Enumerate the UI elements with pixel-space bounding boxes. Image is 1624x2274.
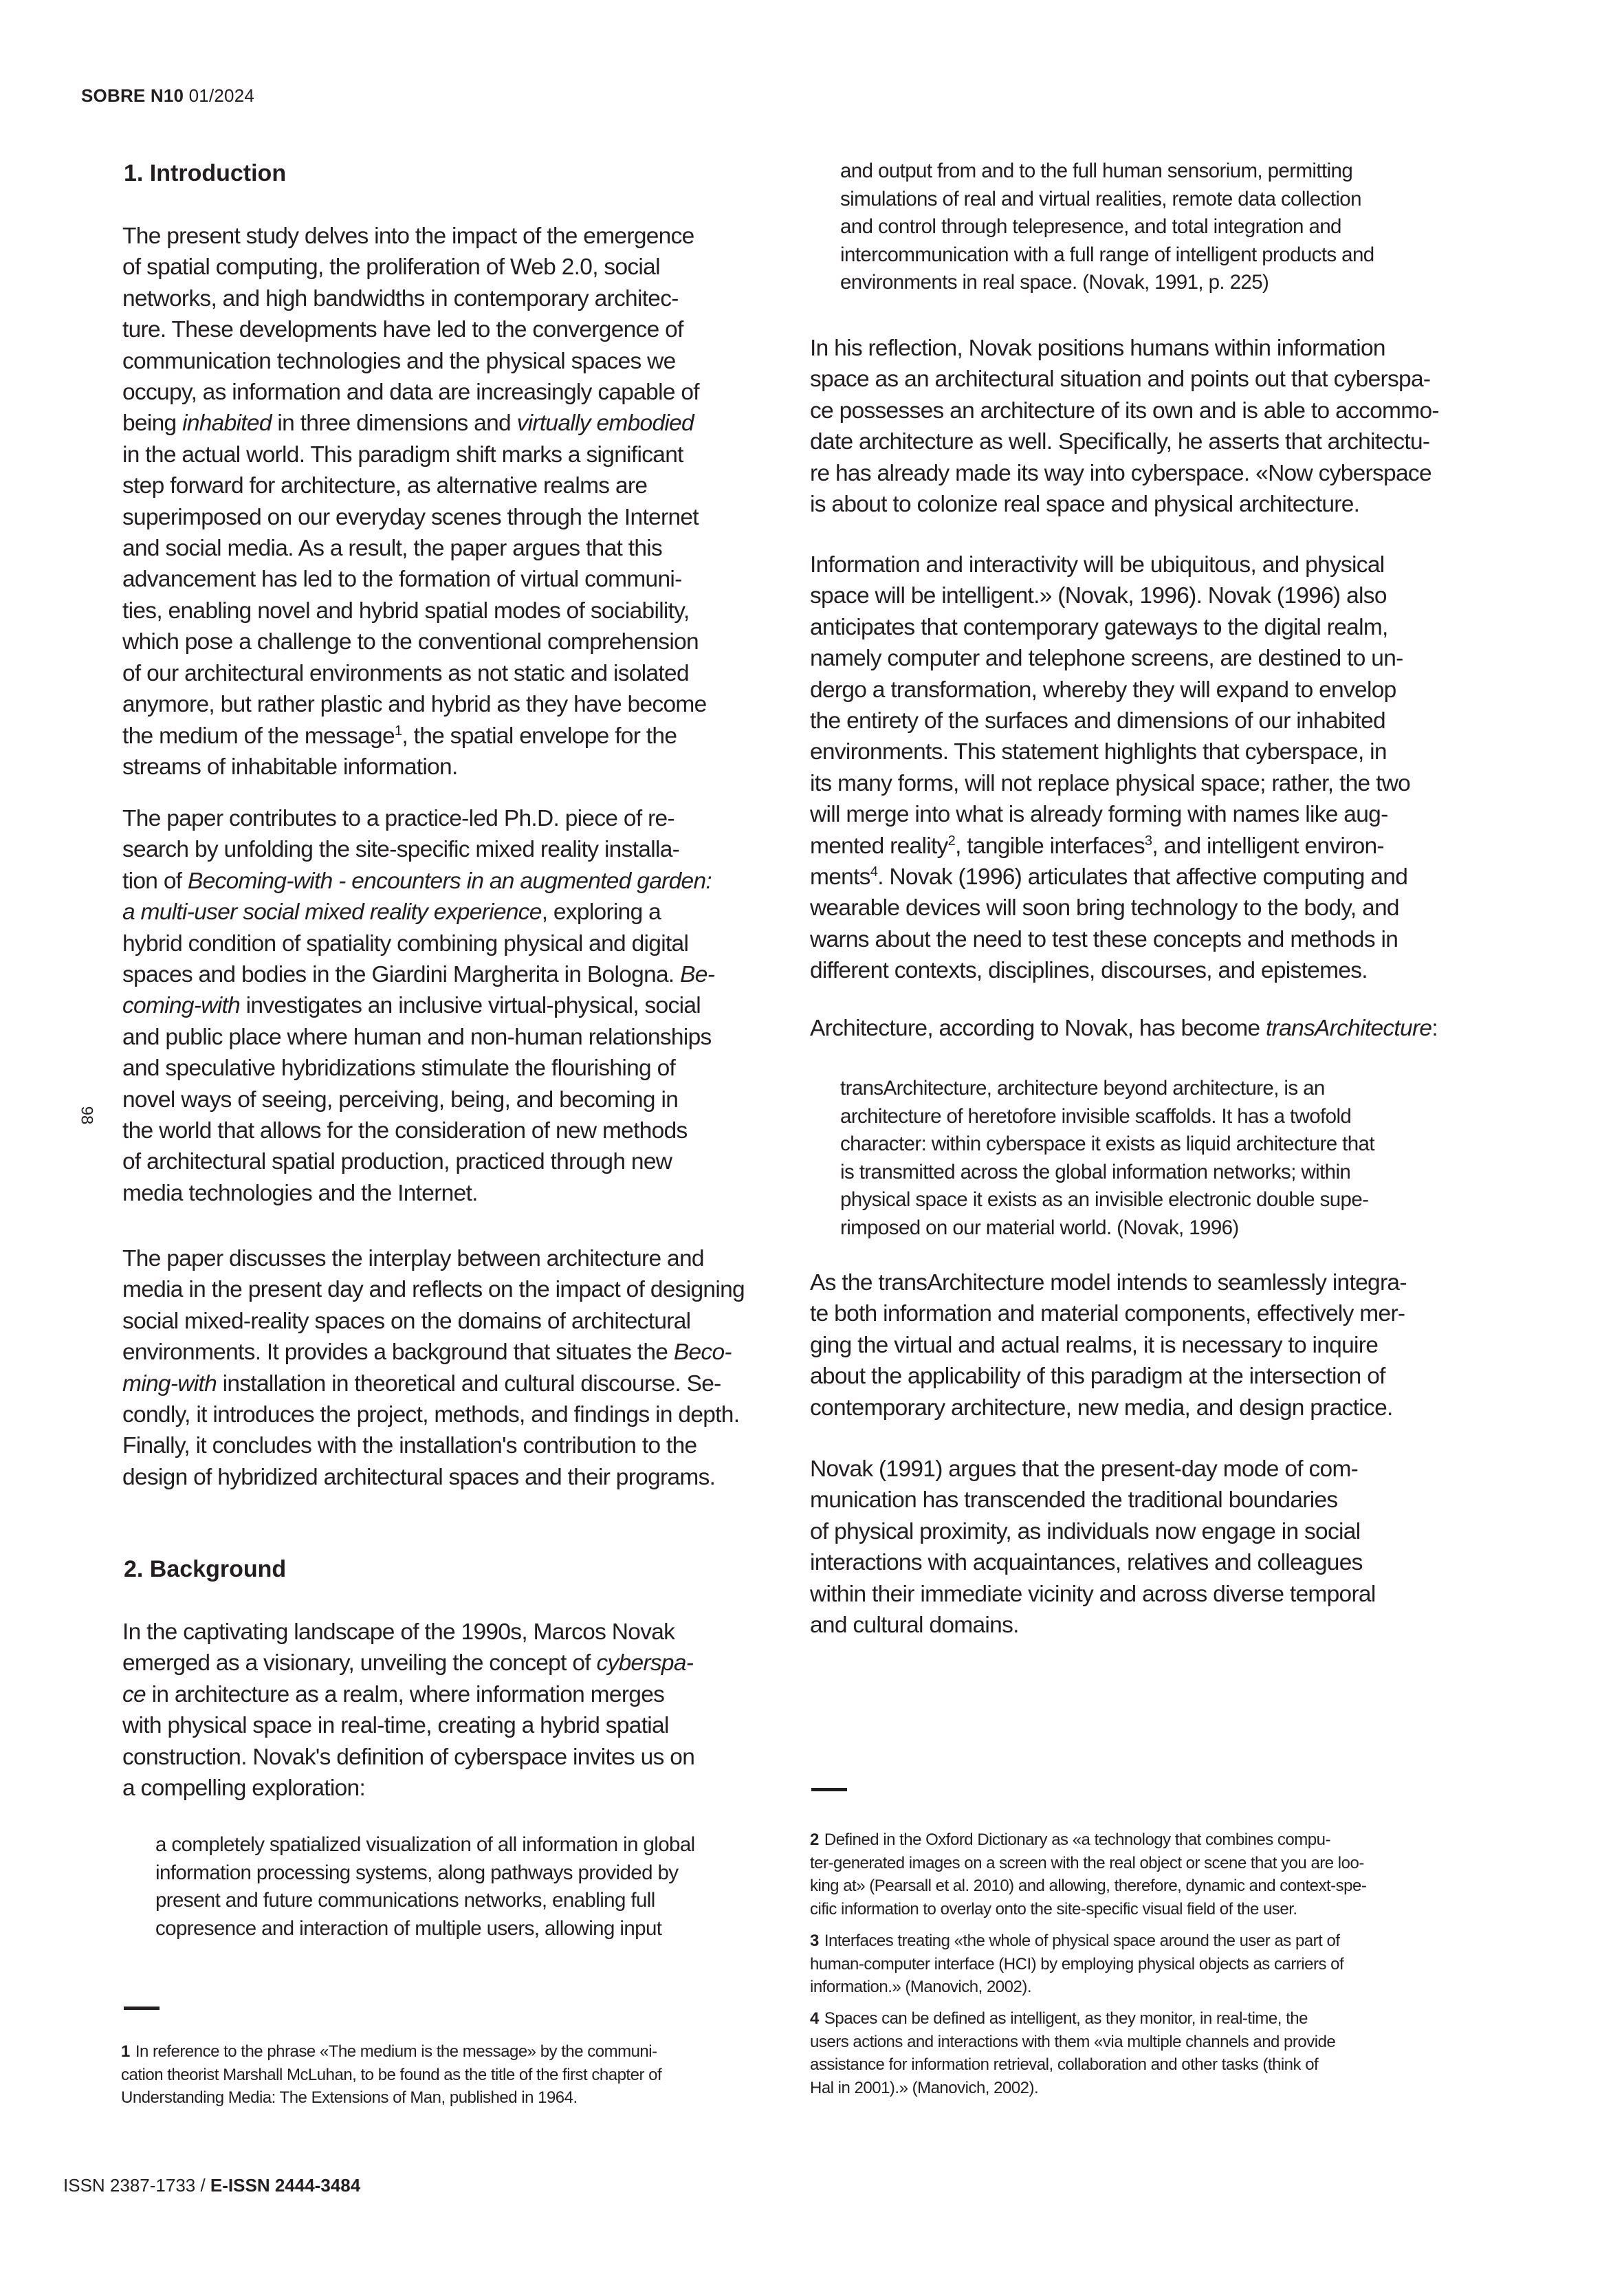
text-line — [840, 1186, 1374, 1214]
text-run: condly, it introduces the project, methods, and findings in depth. — [122, 1402, 740, 1428]
text-run: construction. Novak's definition of cyberspace invites us on — [122, 1744, 695, 1770]
text-line — [122, 897, 714, 928]
text-run: ce possesses an architecture of its own and is able to accommo- — [810, 397, 1439, 424]
italic-text: ming-with — [122, 1370, 217, 1397]
footnote-text: Defined in the Oxford Dictionary as «a technology that combines compu- — [824, 1830, 1330, 1849]
text-run: The present study delves into the impact of the emergence — [122, 223, 694, 249]
text-run: The paper discusses the interplay between architecture and — [122, 1246, 704, 1271]
text-line — [122, 1368, 745, 1399]
section-heading-introduction: 1. Introduction — [124, 160, 287, 186]
footnote-line — [810, 2031, 1335, 2054]
text-line — [122, 533, 707, 564]
footnote-text: users actions and interactions with them «via multiple channels and provide — [810, 2032, 1336, 2051]
text-line — [122, 439, 707, 470]
text-run: warns about the need to test these concepts and methods in — [810, 926, 1398, 952]
block-quote-continued — [840, 157, 1374, 297]
footnote-number: 1 — [121, 2042, 130, 2061]
footnote-text: king at» (Pearsall et al. 2010) and allowing, therefore, dynamic and context-spe- — [810, 1877, 1367, 1895]
text-line — [122, 1399, 745, 1430]
text-run: character: within cyberspace it exists as liquid architecture that — [840, 1133, 1374, 1155]
text-line — [122, 1022, 714, 1053]
text-run: investigates an inclusive virtual-physical, social — [240, 993, 701, 1019]
text-line — [122, 564, 707, 595]
text-run: , exploring a — [541, 899, 661, 926]
text-run: streams of inhabitable information. — [122, 754, 458, 780]
text-line — [122, 1178, 714, 1209]
journal-name: SOBRE N10 — [81, 85, 184, 106]
text-line — [810, 395, 1439, 426]
text-run: environments. This statement highlights that cyberspace, in — [810, 739, 1387, 765]
paragraph — [810, 1454, 1376, 1641]
footnote-text: ter-generated images on a screen with the real object or scene that you are loo- — [810, 1853, 1364, 1872]
section-heading-background: 2. Background — [124, 1556, 287, 1582]
text-run: and social media. As a result, the paper argues that this — [122, 536, 663, 562]
text-line — [122, 658, 707, 689]
block-quote — [840, 1075, 1374, 1242]
text-run: architecture of heretofore invisible scaffolds. It has a twofold — [840, 1104, 1352, 1128]
text-line — [122, 346, 707, 377]
text-run: te both information and material components, effectively mer- — [810, 1301, 1405, 1327]
text-run: Novak (1991) argues that the present-day mode of com- — [810, 1456, 1359, 1482]
text-line — [122, 1274, 745, 1305]
running-header — [81, 85, 254, 107]
text-line — [122, 1053, 714, 1084]
text-run: re has already made its way into cyberspace. «Now cyberspace — [810, 460, 1431, 486]
text-line — [122, 1430, 745, 1461]
text-line — [810, 1547, 1376, 1578]
paragraph — [122, 1243, 745, 1493]
text-run: intercommunication with a full range of intelligent products and — [840, 243, 1374, 266]
paragraph — [810, 1267, 1407, 1423]
text-line — [810, 1298, 1407, 1329]
footnote-line — [810, 1898, 1366, 1921]
text-line — [122, 1710, 694, 1741]
text-run: mented reality — [810, 833, 948, 859]
text-line — [122, 1084, 714, 1115]
text-run: copresence and interaction of multiple users, allowing input — [155, 1916, 662, 1940]
text-line — [840, 1159, 1374, 1187]
text-run: media in the present day and reflects on the impact of designing — [122, 1277, 745, 1303]
text-run: anymore, but rather plastic and hybrid as they have become — [122, 692, 707, 718]
italic-text: Be- — [680, 962, 715, 988]
footnote-line — [810, 2053, 1335, 2077]
text-line — [810, 1330, 1407, 1361]
text-line — [122, 1679, 694, 1710]
text-line — [122, 1742, 694, 1773]
text-line — [810, 1485, 1376, 1516]
text-run: space as an architectural situation and points out that cyberspa- — [810, 367, 1431, 393]
text-line — [810, 768, 1410, 799]
text-line — [840, 186, 1374, 214]
footnote-line — [810, 1874, 1366, 1898]
italic-text: coming-with — [122, 993, 241, 1019]
text-run: installation in theoretical and cultural discourse. Se- — [217, 1370, 721, 1397]
text-run: simulations of real and virtual realities, remote data collection — [840, 187, 1361, 210]
footnote-text: Understanding Media: The Extensions of Man, published in 1964. — [121, 2088, 578, 2107]
text-run: environments in real space. (Novak, 1991, p. 225) — [840, 271, 1269, 294]
text-run: emerged as a visionary, unveiling the concept of — [122, 1650, 597, 1676]
text-run: of spatial computing, the proliferation of Web 2.0, social — [122, 254, 660, 281]
text-run: hybrid condition of spatiality combining physical and digital — [122, 930, 689, 956]
italic-text: Beco- — [673, 1340, 732, 1366]
text-run: the world that allows for the consideration of new methods — [122, 1118, 688, 1144]
text-run: in architecture as a realm, where information merges — [145, 1681, 665, 1707]
text-run: interactions with acquaintances, relatives and colleagues — [810, 1550, 1363, 1576]
text-run: design of hybridized architectural spaces and their programs. — [122, 1464, 716, 1490]
text-line — [122, 752, 707, 783]
text-run: In his reflection, Novak positions humans within information — [810, 336, 1385, 361]
text-line — [122, 1648, 694, 1679]
text-line — [810, 1579, 1376, 1610]
text-run: search by unfolding the site-specific mixed reality installa- — [122, 837, 680, 863]
footnote-line — [810, 1953, 1343, 1976]
text-line — [122, 1462, 745, 1493]
text-run: its many forms, will not replace physical space; rather, the two — [810, 770, 1411, 796]
text-line — [122, 866, 714, 897]
paragraph — [122, 1617, 694, 1804]
footnote-4 — [810, 2007, 1335, 2099]
text-run: ging the virtual and actual realms, it is necessary to inquire — [810, 1332, 1379, 1358]
text-line — [155, 1831, 695, 1859]
text-run: novel ways of seeing, perceiving, being, and becoming in — [122, 1086, 679, 1113]
text-run: different contexts, disciplines, discourses, and epistemes. — [810, 958, 1368, 984]
text-run: media technologies and the Internet. — [122, 1180, 478, 1206]
text-run: : — [1431, 1016, 1438, 1041]
text-run: and control through telepresence, and total integration and — [840, 215, 1341, 238]
footnote-line — [810, 1828, 1366, 1852]
text-run: a compelling exploration: — [122, 1775, 366, 1802]
text-run: space will be intelligent.» (Novak, 1996). Novak (1996) also — [810, 583, 1387, 609]
text-run: physical space it exists as an invisible electronic double supe- — [840, 1188, 1369, 1211]
footnote-line — [810, 1976, 1343, 1999]
italic-text: ce — [122, 1681, 146, 1707]
footnote-number: 3 — [810, 1932, 819, 1950]
text-line — [122, 595, 707, 626]
text-run: spaces and bodies in the Giardini Margherita in Bologna. — [122, 962, 681, 988]
text-run: tion of — [122, 868, 188, 894]
text-line — [122, 721, 707, 752]
text-run: and output from and to the full human sensorium, permitting — [840, 160, 1353, 182]
text-line — [810, 1361, 1407, 1392]
footnote-line — [810, 2007, 1335, 2031]
text-run: of physical proximity, as individuals now engage in social — [810, 1518, 1361, 1544]
footnote-line — [121, 2086, 661, 2110]
text-run: of our architectural environments as not static and isolated — [122, 660, 689, 686]
text-line — [122, 377, 707, 408]
text-run: date architecture as well. Specifically, he asserts that architectu- — [810, 429, 1430, 455]
text-run: and public place where human and non-human relationships — [122, 1024, 712, 1050]
footnote-line — [810, 1929, 1343, 1953]
footnote-reference[interactable]: 2 — [947, 833, 956, 849]
text-run: contemporary architecture, new media, and design practice. — [810, 1395, 1393, 1421]
text-run: transArchitecture, architecture beyond architecture, is an — [840, 1077, 1325, 1100]
footnote-1 — [121, 2040, 661, 2110]
text-run: occupy, as information and data are increasingly capable of — [122, 380, 699, 406]
paragraph — [122, 221, 707, 783]
footnote-number: 4 — [810, 2009, 819, 2028]
text-run: namely computer and telephone screens, are destined to un- — [810, 646, 1403, 672]
text-line — [810, 580, 1410, 611]
text-run: , and intelligent environ- — [1152, 833, 1384, 859]
text-line — [810, 549, 1410, 580]
text-line — [122, 689, 707, 720]
footnote-line — [121, 2064, 661, 2087]
text-line — [810, 924, 1410, 955]
text-run: The paper contributes to a practice-led Ph.D. piece of re- — [122, 806, 674, 831]
text-line — [810, 1013, 1438, 1044]
text-run: superimposed on our everyday scenes through the Internet — [122, 504, 699, 530]
footnote-rule — [124, 2007, 160, 2010]
text-line — [810, 955, 1410, 986]
text-line — [840, 269, 1374, 297]
footnote-3 — [810, 1929, 1343, 1999]
text-line — [122, 1115, 714, 1146]
text-run: dergo a transformation, whereby they will expand to envelop — [810, 677, 1396, 703]
paragraph — [810, 1013, 1438, 1044]
text-line — [810, 706, 1410, 736]
text-line — [810, 831, 1410, 862]
text-run: and speculative hybridizations stimulate the flourishing of — [122, 1056, 676, 1082]
footnote-reference[interactable]: 4 — [870, 864, 878, 879]
text-line — [810, 675, 1410, 706]
footnote-text: cation theorist Marshall McLuhan, to be found as the title of the first chapter of — [121, 2065, 662, 2084]
footnote-2 — [810, 1828, 1366, 1921]
text-run: ture. These developments have led to the convergence of — [122, 317, 683, 343]
footnote-text: Hal in 2001).» (Manovich, 2002). — [810, 2078, 1039, 2097]
text-run: . Novak (1996) articulates that affective computing and — [877, 864, 1408, 890]
text-run: in the actual world. This paradigm shift marks a significant — [122, 441, 683, 468]
text-line — [810, 799, 1410, 830]
text-line — [122, 1306, 745, 1337]
text-line — [840, 1214, 1374, 1243]
text-run: present and future communications networks, enabling full — [155, 1889, 655, 1912]
text-run: is transmitted across the global information networks; within — [840, 1160, 1351, 1183]
text-run: As the transArchitecture model intends to seamlessly integra- — [810, 1270, 1407, 1295]
text-line — [840, 241, 1374, 270]
text-line — [810, 1454, 1376, 1485]
text-line — [840, 157, 1374, 186]
text-line — [810, 1392, 1407, 1423]
text-line — [155, 1887, 695, 1915]
text-line — [810, 862, 1410, 893]
footnote-line — [810, 2077, 1335, 2100]
text-line — [810, 426, 1439, 457]
text-line — [122, 314, 707, 345]
page-number: 98 — [77, 1106, 96, 1125]
paragraph — [810, 333, 1439, 520]
text-run: , the spatial envelope for the — [402, 723, 677, 749]
text-line — [810, 333, 1439, 364]
italic-text: virtually embodied — [516, 411, 694, 437]
issn: ISSN 2387-1733 / — [63, 2175, 210, 2196]
text-run: the entirety of the surfaces and dimensions of our inhabited — [810, 708, 1385, 734]
text-run: within their immediate vicinity and across diverse temporal — [810, 1581, 1376, 1607]
text-run: munication has transcended the traditional boundaries — [810, 1487, 1338, 1513]
footnote-rule — [811, 1788, 847, 1791]
issue-date: 01/2024 — [188, 85, 255, 106]
text-line — [122, 959, 714, 990]
text-run: about the applicability of this paradigm at the intersection of — [810, 1364, 1385, 1390]
text-run: will merge into what is already forming with names like aug- — [810, 802, 1388, 828]
text-line — [810, 1267, 1407, 1298]
text-run: being — [122, 411, 183, 437]
text-line — [840, 1130, 1374, 1159]
text-line — [122, 252, 707, 283]
footnote-reference[interactable]: 3 — [1144, 833, 1152, 849]
block-quote — [155, 1831, 695, 1943]
footnote-text: In reference to the phrase «The medium is the message» by the communi- — [135, 2042, 657, 2061]
text-line — [122, 502, 707, 533]
text-line — [122, 1617, 694, 1648]
text-line — [122, 283, 707, 314]
text-line — [122, 1146, 714, 1177]
text-run: networks, and high bandwidths in contemporary architec- — [122, 285, 679, 311]
text-run: which pose a challenge to the conventional comprehension — [122, 629, 699, 655]
paragraph — [810, 549, 1410, 987]
text-run: the medium of the message — [122, 723, 395, 749]
e-issn: E-ISSN 2444-3484 — [210, 2175, 361, 2196]
text-line — [122, 1337, 745, 1368]
text-line — [122, 928, 714, 959]
text-line — [810, 458, 1439, 489]
footnote-text: information.» (Manovich, 2002). — [810, 1978, 1031, 1996]
text-run: information processing systems, along pathways provided by — [155, 1861, 679, 1884]
text-line — [840, 213, 1374, 241]
footnote-text: human-computer interface (HCI) by employing physical objects as carriers of — [810, 1954, 1344, 1974]
text-run: wearable devices will soon bring technology to the body, and — [810, 895, 1399, 921]
italic-text: transArchitecture — [1266, 1016, 1432, 1041]
text-line — [122, 1773, 694, 1804]
text-line — [840, 1103, 1374, 1131]
text-run: environments. It provides a background that situates the — [122, 1340, 674, 1366]
text-run: , tangible interfaces — [955, 833, 1145, 859]
text-run: Architecture, according to Novak, has become — [810, 1016, 1266, 1041]
footnote-number: 2 — [810, 1830, 819, 1849]
text-line — [810, 643, 1410, 674]
text-run: is about to colonize real space and physical architecture. — [810, 492, 1360, 518]
text-run: step forward for architecture, as alternative realms are — [122, 473, 648, 499]
text-line — [122, 470, 707, 501]
text-line — [810, 1516, 1376, 1547]
italic-text: a multi-user social mixed reality experience — [122, 899, 542, 926]
text-line — [810, 364, 1439, 395]
text-line — [122, 990, 714, 1021]
text-line — [155, 1915, 695, 1943]
text-run: communication technologies and the physical spaces we — [122, 348, 676, 374]
text-line — [155, 1859, 695, 1888]
footnote-line — [121, 2040, 661, 2064]
text-line — [122, 1243, 745, 1274]
text-run: In the captivating landscape of the 1990s, Marcos Novak — [122, 1619, 675, 1645]
footnote-text: Interfaces treating «the whole of physical space around the user as part of — [824, 1932, 1340, 1950]
text-run: social mixed-reality spaces on the domains of architectural — [122, 1308, 691, 1334]
footnote-text: assistance for information retrieval, collaboration and other tasks (think of — [810, 2055, 1319, 2074]
text-run: a completely spatialized visualization of all information in global — [155, 1833, 695, 1856]
italic-text: inhabited — [182, 411, 272, 437]
text-run: ments — [810, 864, 870, 890]
text-run: with physical space in real-time, creating a hybrid spatial — [122, 1713, 669, 1739]
footnote-text: cific information to overlay onto the site-specific visual field of the user. — [810, 1899, 1297, 1918]
paragraph — [122, 803, 714, 1209]
footnote-reference[interactable]: 1 — [394, 723, 402, 739]
text-line — [122, 408, 707, 439]
text-line — [122, 803, 714, 834]
italic-text: cyberspa- — [596, 1650, 694, 1676]
text-run: Information and interactivity will be ubiquitous, and physical — [810, 552, 1385, 578]
footnote-text: Spaces can be defined as intelligent, as they monitor, in real-time, the — [824, 2009, 1308, 2028]
text-run: anticipates that contemporary gateways to the digital realm, — [810, 614, 1388, 640]
footnote-line — [810, 1852, 1366, 1875]
text-run: Finally, it concludes with the installation's contribution to the — [122, 1433, 697, 1459]
text-run: of architectural spatial production, practiced through new — [122, 1149, 672, 1175]
text-line — [810, 489, 1439, 520]
text-line — [810, 1610, 1376, 1641]
text-run: ties, enabling novel and hybrid spatial modes of sociability, — [122, 598, 690, 624]
italic-text: Becoming-with - encounters in an augmented garden: — [187, 868, 712, 894]
text-line — [122, 221, 707, 252]
text-run: and cultural domains. — [810, 1612, 1019, 1639]
text-line — [810, 736, 1410, 767]
text-line — [810, 612, 1410, 643]
text-run: in three dimensions and — [271, 411, 517, 437]
text-line — [840, 1075, 1374, 1103]
issn-footer — [63, 2175, 360, 2196]
text-line — [122, 834, 714, 865]
text-run: advancement has led to the formation of virtual communi- — [122, 567, 682, 593]
text-line — [122, 626, 707, 657]
text-run: rimposed on our material world. (Novak, 1996) — [840, 1216, 1239, 1239]
text-line — [810, 893, 1410, 923]
